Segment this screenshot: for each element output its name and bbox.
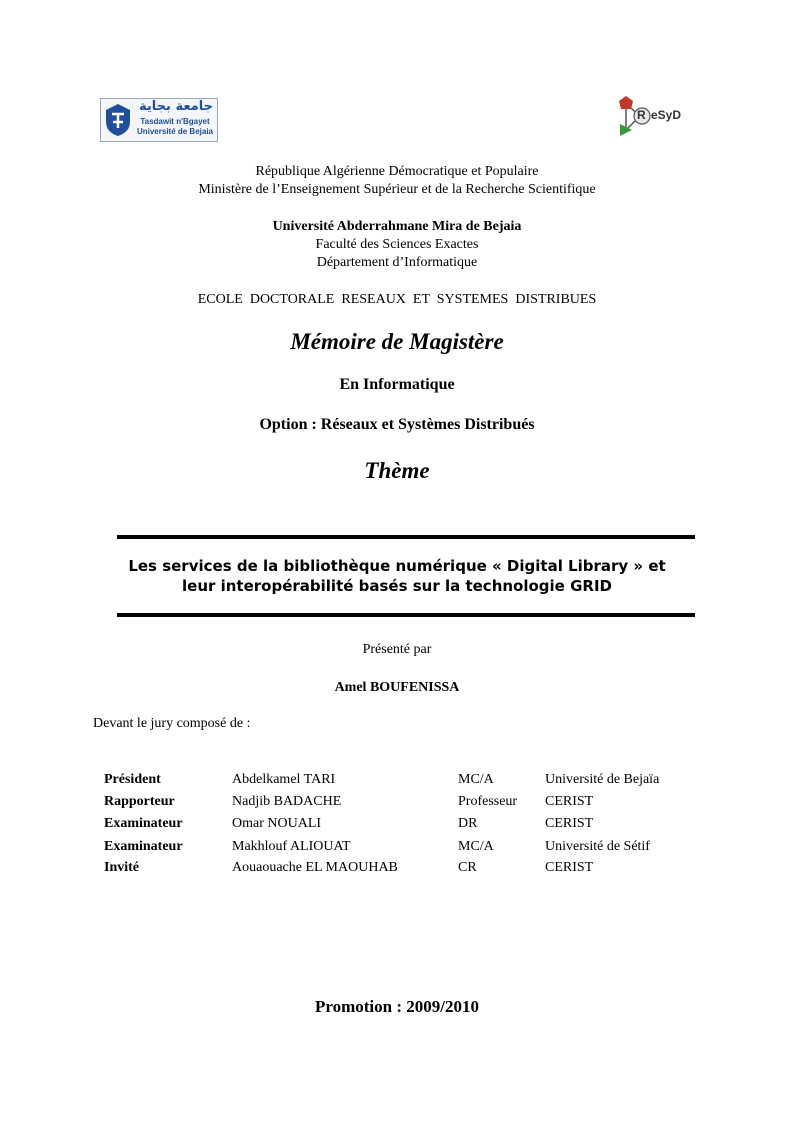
university-logo-line1: Tasdawit n'Bgayet: [140, 117, 210, 126]
faculty-name: Faculté des Sciences Exactes: [315, 237, 479, 252]
jury-grade: MC/A: [458, 772, 494, 787]
jury-name: Nadjib BADACHE: [232, 794, 342, 809]
jury-name: Makhlouf ALIOUAT: [232, 839, 351, 854]
jury-role: Invité: [104, 860, 139, 875]
memoire-title: Mémoire de Magistère: [290, 329, 504, 354]
jury-institution: CERIST: [545, 860, 594, 875]
jury-role: Rapporteur: [104, 794, 175, 809]
promotion-label: Promotion : 2009/2010: [314, 997, 479, 1016]
jury-grade: MC/A: [458, 839, 494, 854]
jury-institution: CERIST: [545, 794, 594, 809]
university-logo-line2: Université de Bejaia: [136, 127, 214, 136]
jury-name: Omar NOUALI: [232, 816, 322, 831]
jury-institution: CERIST: [545, 816, 594, 831]
jury-grade: Professeur: [458, 794, 518, 809]
doctoral-school: ECOLE DOCTORALE RESEAUX ET SYSTEMES DISTRIBUES: [197, 292, 597, 307]
jury-institution: Université de Bejaïa: [545, 772, 660, 787]
jury-role: Président: [104, 772, 161, 787]
field-label: En Informatique: [339, 376, 455, 393]
university-emblem-icon: [104, 102, 132, 138]
university-name: Université Abderrahmane Mira de Bejaia: [272, 219, 522, 234]
jury-name: Aouaouache EL MAOUHAB: [232, 860, 398, 875]
header-republic: République Algérienne Démocratique et Populaire: [255, 164, 539, 179]
jury-institution: Université de Sétif: [545, 839, 650, 854]
jury-name: Abdelkamel TARI: [232, 772, 336, 787]
title-top-rule: [117, 535, 695, 539]
university-logo-arabic: جامعة بجاية: [139, 99, 213, 114]
jury-grade: CR: [458, 860, 477, 875]
resyd-logo: [614, 94, 694, 138]
thesis-title-line2: leur interopérabilité basés sur la technologie GRID: [182, 577, 612, 595]
jury-role: Examinateur: [104, 816, 183, 831]
jury-intro: Devant le jury composé de :: [93, 716, 251, 731]
presented-by-label: Présenté par: [362, 642, 432, 657]
jury-role: Examinateur: [104, 839, 183, 854]
option-label: Option : Réseaux et Systèmes Distribués: [259, 416, 535, 433]
university-logo: [100, 98, 218, 142]
thesis-title-line1: Les services de la bibliothèque numérique « Digital Library » et: [128, 557, 666, 575]
theme-label: Thème: [364, 458, 430, 483]
header-ministry: Ministère de l’Enseignement Supérieur et de la Recherche Scientifique: [198, 182, 596, 197]
title-bottom-rule: [117, 613, 695, 617]
author-name: Amel BOUFENISSA: [334, 680, 460, 695]
resyd-logo-text: eSyD: [651, 108, 682, 122]
jury-grade: DR: [458, 816, 478, 831]
department-name: Département d’Informatique: [316, 255, 478, 270]
resyd-logo-initial: R: [637, 108, 646, 122]
